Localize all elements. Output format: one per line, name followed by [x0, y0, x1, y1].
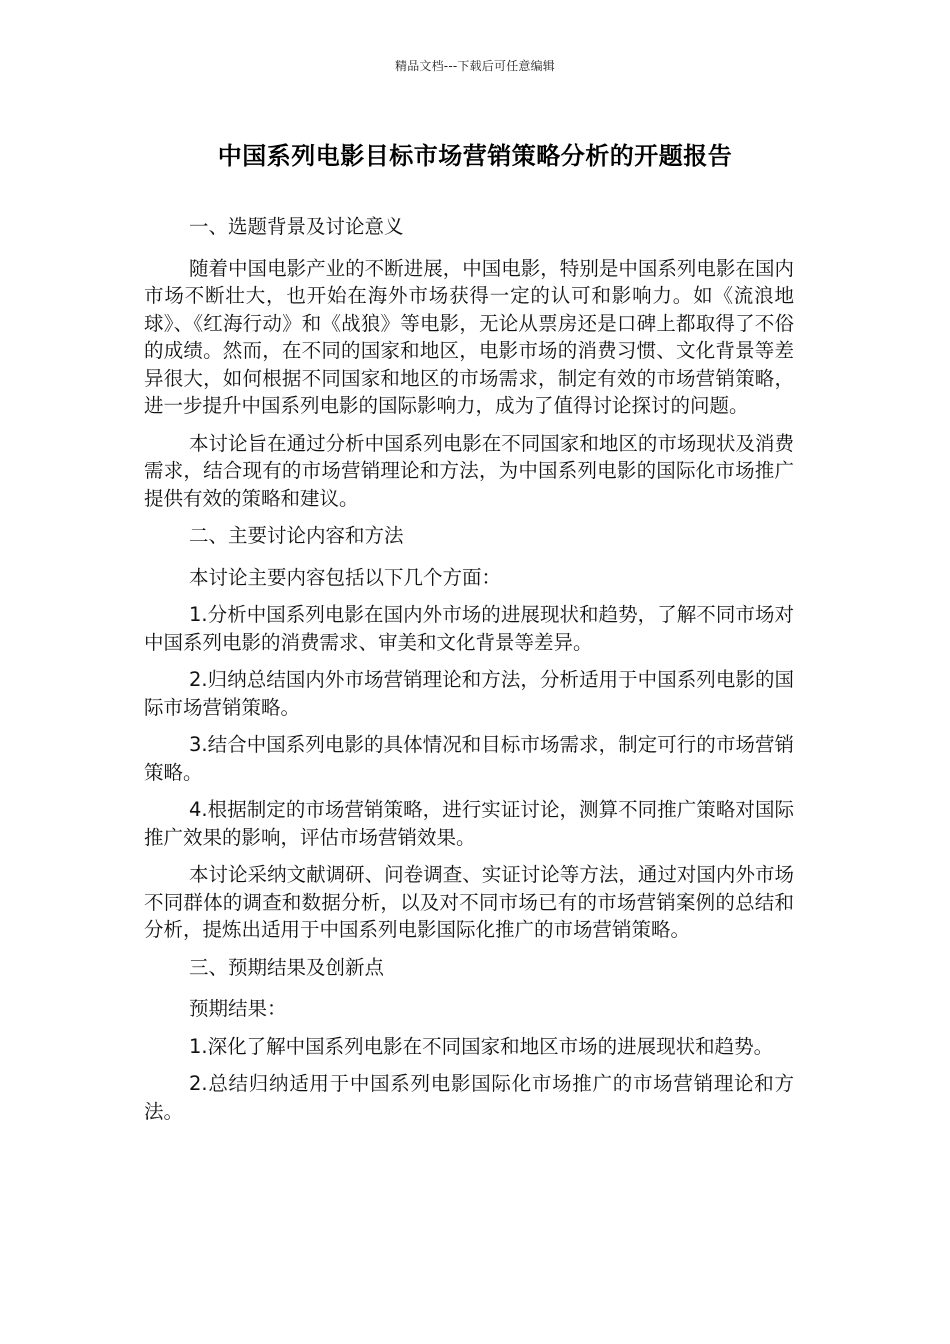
header-note: 精品文档---下载后可任意编辑 — [395, 59, 555, 73]
paragraph-content-intro: 本讨论主要内容包括以下几个方面： — [189, 565, 502, 589]
section-heading-background: 一、选题背景及讨论意义 — [189, 215, 404, 238]
list-item-content-3: 3.结合中国系列电影的具体情况和目标市场需求，制定可行的市场营销策略。 — [144, 733, 794, 784]
list-item-result-2: 2.总结归纳适用于中国系列电影国际化市场推广的市场营销理论和方法。 — [144, 1072, 794, 1123]
paragraph-background: 随着中国电影产业的不断进展，中国电影，特别是中国系列电影在国内市场不断壮大，也开始在海外市场获得一定的认可和影响力。如《流浪地球》、《红海行动》和《战狼》等电影，无论从票房还是口碑上都取得了不俗的成绩。然而，在不同的国家和地区，电影市场的消费习惯、文化背景等差异很大，如何根据不同国家和地区的市场需求，制定有效的市场营销策略，进一步提升中国系列电影的国际影响力，成为了值得讨论探讨的问题。 — [144, 256, 794, 417]
document-title: 中国系列电影目标市场营销策略分析的开题报告 — [217, 142, 733, 170]
paragraph-methods: 本讨论采纳文献调研、问卷调查、实证讨论等方法，通过对国内外市场不同群体的调查和数据分析，以及对不同市场已有的市场营销案例的总结和分析，提炼出适用于中国系列电影国际化推广的市场营销策略。 — [144, 863, 794, 941]
paragraph-purpose: 本讨论旨在通过分析中国系列电影在不同国家和地区的市场现状及消费需求，结合现有的市场营销理论和方法，为中国系列电影的国际化市场推广提供有效的策略和建议。 — [144, 431, 794, 510]
paragraph-results-intro: 预期结果： — [189, 997, 287, 1020]
document-body — [144, 213, 794, 1135]
section-heading-content: 二、主要讨论内容和方法 — [189, 524, 404, 547]
list-item-content-1: 1.分析中国系列电影在国内外市场的进展现状和趋势，了解不同市场对中国系列电影的消费需求、审美和文化背景等差异。 — [144, 603, 794, 654]
list-item-content-2: 2.归纳总结国内外市场营销理论和方法，分析适用于中国系列电影的国际市场营销策略。 — [144, 668, 794, 719]
list-item-content-4: 4.根据制定的市场营销策略，进行实证讨论，测算不同推广策略对国际推广效果的影响，评估市场营销效果。 — [144, 798, 794, 849]
list-item-result-1: 1.深化了解中国系列电影在不同国家和地区市场的进展现状和趋势。 — [189, 1034, 774, 1058]
section-heading-results: 三、预期结果及创新点 — [189, 955, 385, 979]
